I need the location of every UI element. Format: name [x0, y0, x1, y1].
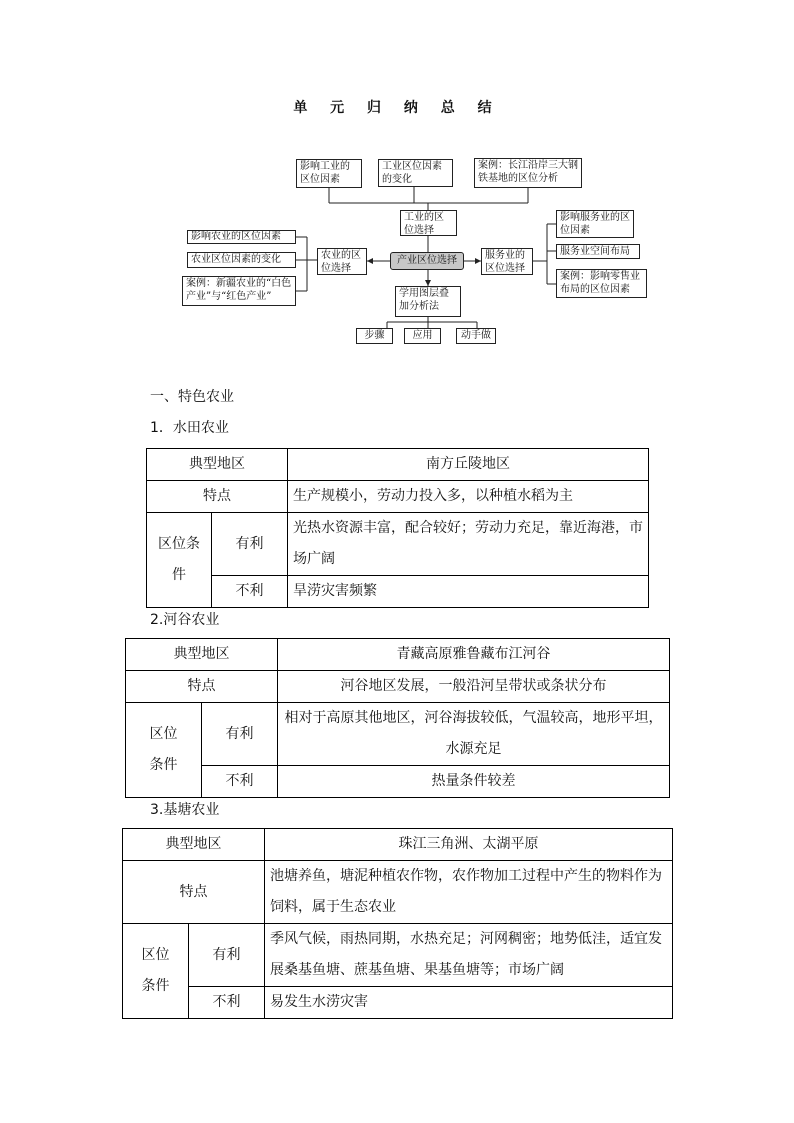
table-row — [147, 513, 649, 576]
feature-label: 特点 — [123, 861, 265, 924]
mindmap-service-leaf-2: 服务业空间布局 — [556, 244, 640, 259]
region-label: 典型地区 — [147, 449, 288, 481]
mindmap-overlay-leaf-1: 步骤 — [356, 328, 393, 344]
table-row — [126, 671, 670, 703]
table-paddy-agriculture — [146, 448, 649, 608]
table-row — [123, 924, 673, 987]
subsection-heading-3: 3.基塘农业 — [150, 802, 220, 818]
favorable-label: 有利 — [189, 924, 265, 987]
table-row — [147, 449, 649, 481]
mindmap-overlay-leaf-2: 应用 — [404, 328, 441, 344]
region-value: 珠江三角洲、太湖平原 — [265, 829, 673, 861]
condition-label: 区位条件 — [123, 924, 189, 1019]
mindmap-agri-leaf-1: 影响农业的区位因素 — [187, 230, 296, 244]
table-row — [126, 766, 670, 798]
table-dike-pond-agriculture — [122, 828, 673, 1019]
unfavorable-label: 不利 — [189, 987, 265, 1019]
mindmap-agri-hub: 农业的区位选择 — [317, 248, 367, 275]
mindmap-overlay-leaf-3: 动手做 — [456, 328, 496, 344]
region-label: 典型地区 — [123, 829, 265, 861]
favorable-value: 相对于高原其他地区，河谷海拔较低，气温较高，地形平坦，水源充足 — [278, 703, 670, 766]
favorable-label: 有利 — [202, 703, 278, 766]
unfavorable-value: 旱涝灾害频繁 — [288, 576, 649, 608]
region-value: 青藏高原雅鲁藏布江河谷 — [278, 639, 670, 671]
unfavorable-value: 热量条件较差 — [278, 766, 670, 798]
feature-label: 特点 — [147, 481, 288, 513]
mindmap-industry-leaf-3: 案例：长江沿岸三大钢铁基地的区位分析 — [474, 158, 582, 188]
mindmap-service-leaf-3: 案例：影响零售业布局的区位因素 — [556, 269, 647, 298]
unfavorable-value: 易发生水涝灾害 — [265, 987, 673, 1019]
mindmap-agri-leaf-2: 农业区位因素的变化 — [187, 252, 296, 268]
mindmap-center: 产业区位选择 — [390, 252, 464, 270]
mindmap-service-leaf-1: 影响服务业的区位因素 — [556, 210, 634, 238]
feature-value: 河谷地区发展，一般沿河呈带状或条状分布 — [278, 671, 670, 703]
table-row — [123, 861, 673, 924]
favorable-value: 季风气候，雨热同期，水热充足；河网稠密；地势低洼，适宜发展桑基鱼塘、蔗基鱼塘、果基鱼塘等；市场广阔 — [265, 924, 673, 987]
mindmap-agri-leaf-3: 案例：新疆农业的“白色产业”与“红色产业” — [182, 276, 296, 306]
favorable-value: 光热水资源丰富，配合较好；劳动力充足，靠近海港，市场广阔 — [288, 513, 649, 576]
page-title: 单 元 归 纳 总 结 — [293, 100, 501, 116]
region-label: 典型地区 — [126, 639, 278, 671]
subsection-heading-2: 2.河谷农业 — [150, 612, 220, 628]
condition-label: 区位条件 — [126, 703, 202, 798]
table-row — [126, 703, 670, 766]
mindmap-industry-leaf-2: 工业区位因素的变化 — [378, 159, 453, 187]
table-row — [147, 576, 649, 608]
unfavorable-label: 不利 — [202, 766, 278, 798]
mindmap-service-hub: 服务业的区位选择 — [481, 248, 533, 275]
table-row — [147, 481, 649, 513]
subsection-heading-1: 1．水田农业 — [150, 420, 229, 436]
table-row — [123, 829, 673, 861]
feature-value: 生产规模小，劳动力投入多，以种植水稻为主 — [288, 481, 649, 513]
condition-label: 区位条件 — [147, 513, 212, 608]
mindmap-industry-hub: 工业的区位选择 — [400, 210, 457, 236]
feature-value: 池塘养鱼，塘泥种植农作物，农作物加工过程中产生的物料作为饲料，属于生态农业 — [265, 861, 673, 924]
mindmap-overlay-hub: 学用图层叠加分析法 — [395, 286, 461, 317]
section-heading: 一、特色农业 — [150, 389, 234, 405]
table-row — [126, 639, 670, 671]
table-row — [123, 987, 673, 1019]
table-valley-agriculture — [125, 638, 670, 798]
mindmap-industry-leaf-1: 影响工业的区位因素 — [296, 159, 362, 188]
region-value: 南方丘陵地区 — [288, 449, 649, 481]
unfavorable-label: 不利 — [212, 576, 288, 608]
feature-label: 特点 — [126, 671, 278, 703]
favorable-label: 有利 — [212, 513, 288, 576]
